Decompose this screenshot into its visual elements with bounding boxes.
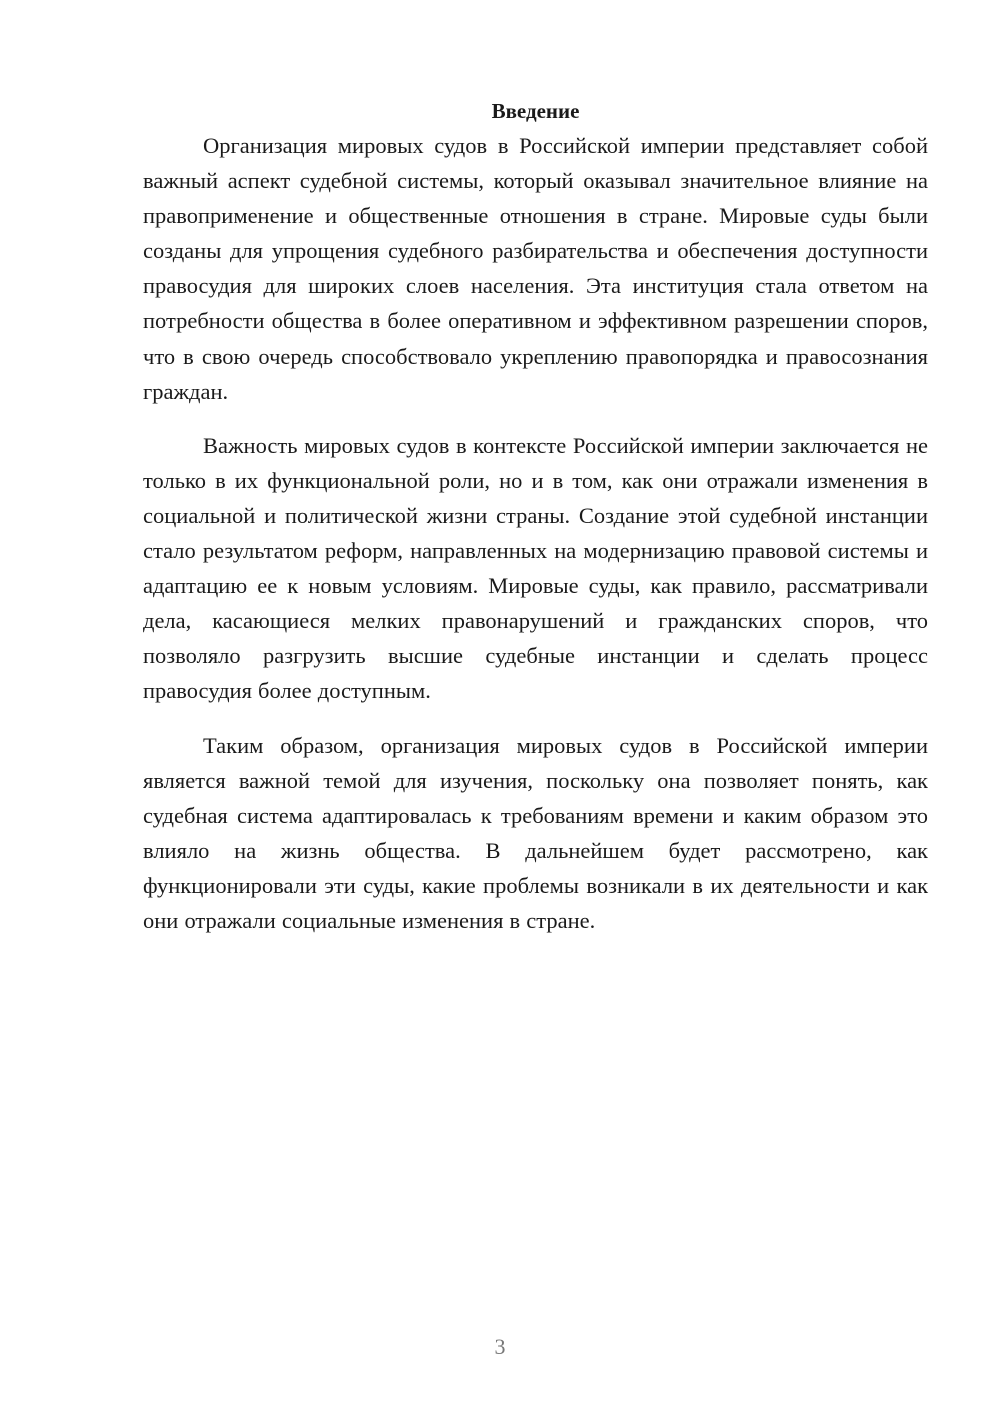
section-title: Введение (491, 99, 580, 123)
page-content (143, 96, 928, 938)
paragraph-3: Таким образом, организация мировых судов в Российской империи является важной темой для изучения, поскольку она позволяет понять, как судебная система адаптировалась к требованиям времени и каким образом это влияло на жизнь общества. В дальнейшем будет рассмотрено, как функционировали эти суды, какие проблемы возникали в их деятельности и как они отражали социальные изменения в стране. (143, 732, 928, 933)
paragraph-1: Организация мировых судов в Российской империи представляет собой важный аспект судебной системы, который оказывал значительное влияние на правоприменение и общественные отношения в стране. Мировые суды были созданы для упрощения судебного разбирательства и обеспечения доступности правосудия для широких слоев населения. Эта институция стала ответом на потребности общества в более оперативном и эффективном разрешении споров, что в свою очередь способствовало укреплению правопорядка и правосознания граждан. (143, 133, 928, 404)
page-number: 3 (494, 1334, 506, 1359)
paragraph-2: Важность мировых судов в контексте Российской империи заключается не только в их функциональной роли, но и в том, как они отражали изменения в социальной и политической жизни страны. Создание этой судебной инстанции стало результатом реформ, направленных на модернизацию правовой системы и адаптацию ее к новым условиям. Мировые суды, как правило, рассматривали дела, касающиеся мелких правонарушений и гражданских споров, что позволяло разгрузить высшие судебные инстанции и сделать процесс правосудия более доступным. (143, 432, 928, 704)
